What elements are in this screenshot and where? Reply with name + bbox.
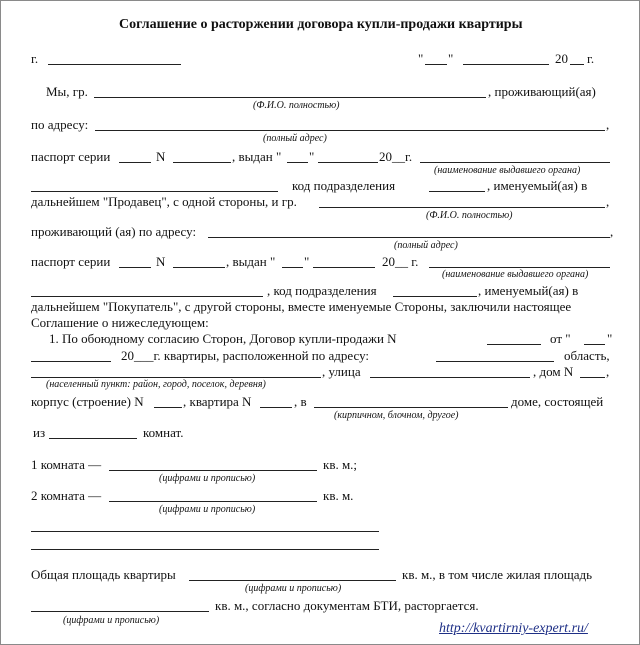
buyer-name-comma: , (606, 194, 610, 209)
date-year-suffix: г. (587, 51, 595, 66)
house-label: , дом N (533, 364, 574, 379)
seller-issued-label: , выдан " (232, 149, 282, 164)
seller-passport-number-field[interactable] (173, 162, 231, 163)
intro-conclusion-line: Соглашение о нижеследующем: (31, 315, 209, 330)
contract-date-from: от " (550, 331, 571, 346)
flat-label: , квартира N (183, 394, 252, 409)
site-link[interactable]: http://kvartirniy-expert.ru/ (439, 621, 588, 636)
house-material-field[interactable] (314, 407, 508, 408)
seller-issued-month-field[interactable] (318, 162, 378, 163)
room2-area-field[interactable] (109, 501, 317, 502)
note-locality: (населенный пункт: район, город, поселок, деревня) (46, 379, 266, 390)
buyer-issued-quote: " (304, 254, 310, 269)
note-total-area: (цифрами и прописью) (245, 583, 342, 594)
note-seller-fio: (Ф.И.О. полностью) (253, 100, 340, 111)
house-type-in: , в (294, 394, 307, 409)
note-seller-issuer: (наименование выдавшего органа) (434, 165, 581, 176)
building-label: корпус (строение) N (31, 394, 144, 409)
note-room2: (цифрами и прописью) (159, 504, 256, 515)
buyer-passport-number-field[interactable] (173, 267, 225, 268)
buyer-passport-n: N (156, 254, 166, 269)
total-area-mid: кв. м., в том числе жилая площадь (402, 567, 593, 582)
street-field[interactable] (370, 377, 530, 378)
buyer-address-label: проживающий (ая) по адресу: (31, 224, 197, 239)
seller-issued-year: 20__г. (379, 149, 413, 164)
seller-name-field[interactable] (94, 97, 486, 98)
city-prefix: г. (31, 51, 39, 66)
note-buyer-fio: (Ф.И.О. полностью) (426, 210, 513, 221)
seller-role-line: дальнейшем "Продавец", с одной стороны, и гр. (31, 194, 297, 209)
extra-room-field-1[interactable] (31, 531, 379, 532)
seller-address-comma: , (606, 117, 610, 132)
room1-area-field[interactable] (109, 470, 317, 471)
buyer-address-field[interactable] (208, 237, 610, 238)
total-area-field[interactable] (189, 580, 396, 581)
room2-unit: кв. м. (323, 488, 354, 503)
clause1-line1: 1. По обоюдному согласию Сторон, Договор купли-продажи N (49, 331, 397, 346)
house-number-field[interactable] (580, 377, 605, 378)
buyer-issuer-continued-field[interactable] (31, 296, 263, 297)
note-buyer-address: (полный адрес) (394, 240, 458, 251)
seller-issued-quote: " (309, 149, 315, 164)
rooms-from-label: из (33, 425, 46, 440)
locality-field[interactable] (31, 377, 321, 378)
rooms-label: комнат. (143, 425, 184, 440)
buyer-issued-month-field[interactable] (313, 267, 375, 268)
house-comma: , (606, 364, 610, 379)
buyer-dept-code-label: , код подразделения (267, 283, 377, 298)
date-century: 20 (555, 51, 568, 66)
region-field[interactable] (436, 361, 554, 362)
note-material: (кирпичном, блочном, другое) (334, 410, 459, 421)
house-desc-label: доме, состоящей (511, 394, 604, 409)
buyer-named-label: , именуемый(ая) в (478, 283, 579, 298)
date-year-field[interactable] (570, 64, 584, 65)
total-area-label: Общая площадь квартиры (31, 567, 176, 582)
seller-residing: , проживающий(ая) (488, 84, 596, 99)
clause1-line2: 20___г. квартиры, расположенной по адресу: (121, 348, 370, 363)
seller-issued-day-field[interactable] (287, 162, 308, 163)
contract-day-quote: " (607, 331, 613, 346)
note-buyer-issuer: (наименование выдавшего органа) (442, 269, 589, 280)
room1-label: 1 комната — (31, 457, 102, 472)
note-room1: (цифрами и прописью) (159, 473, 256, 484)
buyer-address-comma: , (610, 224, 614, 239)
city-field[interactable] (48, 64, 181, 65)
seller-address-field[interactable] (95, 130, 605, 131)
date-day-field[interactable] (425, 64, 447, 65)
room2-label: 2 комната — (31, 488, 102, 503)
street-label: , улица (322, 364, 361, 379)
buyer-issued-day-field[interactable] (282, 267, 303, 268)
buyer-dept-code-field[interactable] (393, 296, 477, 297)
buyer-name-field[interactable] (319, 207, 605, 208)
living-area-field[interactable] (31, 611, 209, 612)
extra-room-field-2[interactable] (31, 549, 379, 550)
total-area-end: кв. м., согласно документам БТИ, расторгается. (215, 598, 479, 613)
contract-number-field[interactable] (487, 344, 541, 345)
date-quote-open: " (418, 51, 424, 66)
buyer-issued-year: 20__ г. (382, 254, 419, 269)
seller-passport-label: паспорт серии (31, 149, 111, 164)
seller-issuer-field[interactable] (420, 162, 610, 163)
note-seller-address: (полный адрес) (263, 133, 327, 144)
seller-named-label: , именуемый(ая) в (487, 178, 588, 193)
seller-dept-code-label: код подразделения (292, 178, 396, 193)
buyer-passport-label: паспорт серии (31, 254, 111, 269)
date-month-field[interactable] (463, 64, 549, 65)
seller-dept-code-field[interactable] (429, 191, 485, 192)
rooms-count-field[interactable] (49, 438, 137, 439)
contract-month-field[interactable] (31, 361, 111, 362)
seller-passport-n: N (156, 149, 166, 164)
buyer-passport-series-field[interactable] (119, 267, 151, 268)
building-field[interactable] (154, 407, 182, 408)
buyer-issuer-field[interactable] (429, 267, 610, 268)
buyer-role-line: дальнейшем "Покупатель", с другой стороны, вместе именуемые Стороны, заключили настоящее (31, 299, 572, 314)
seller-address-label: по адресу: (31, 117, 89, 132)
seller-issuer-continued-field[interactable] (31, 191, 278, 192)
flat-number-field[interactable] (260, 407, 292, 408)
document-title: Соглашение о расторжении договора купли-продажи квартиры (119, 17, 523, 32)
buyer-issued-label: , выдан " (226, 254, 276, 269)
contract-day-field[interactable] (584, 344, 605, 345)
room1-unit: кв. м.; (323, 457, 358, 472)
seller-intro: Мы, гр. (46, 84, 88, 99)
date-quote-close: " (448, 51, 454, 66)
seller-passport-series-field[interactable] (119, 162, 151, 163)
note-living-area: (цифрами и прописью) (63, 615, 160, 626)
region-label: область, (564, 348, 610, 363)
